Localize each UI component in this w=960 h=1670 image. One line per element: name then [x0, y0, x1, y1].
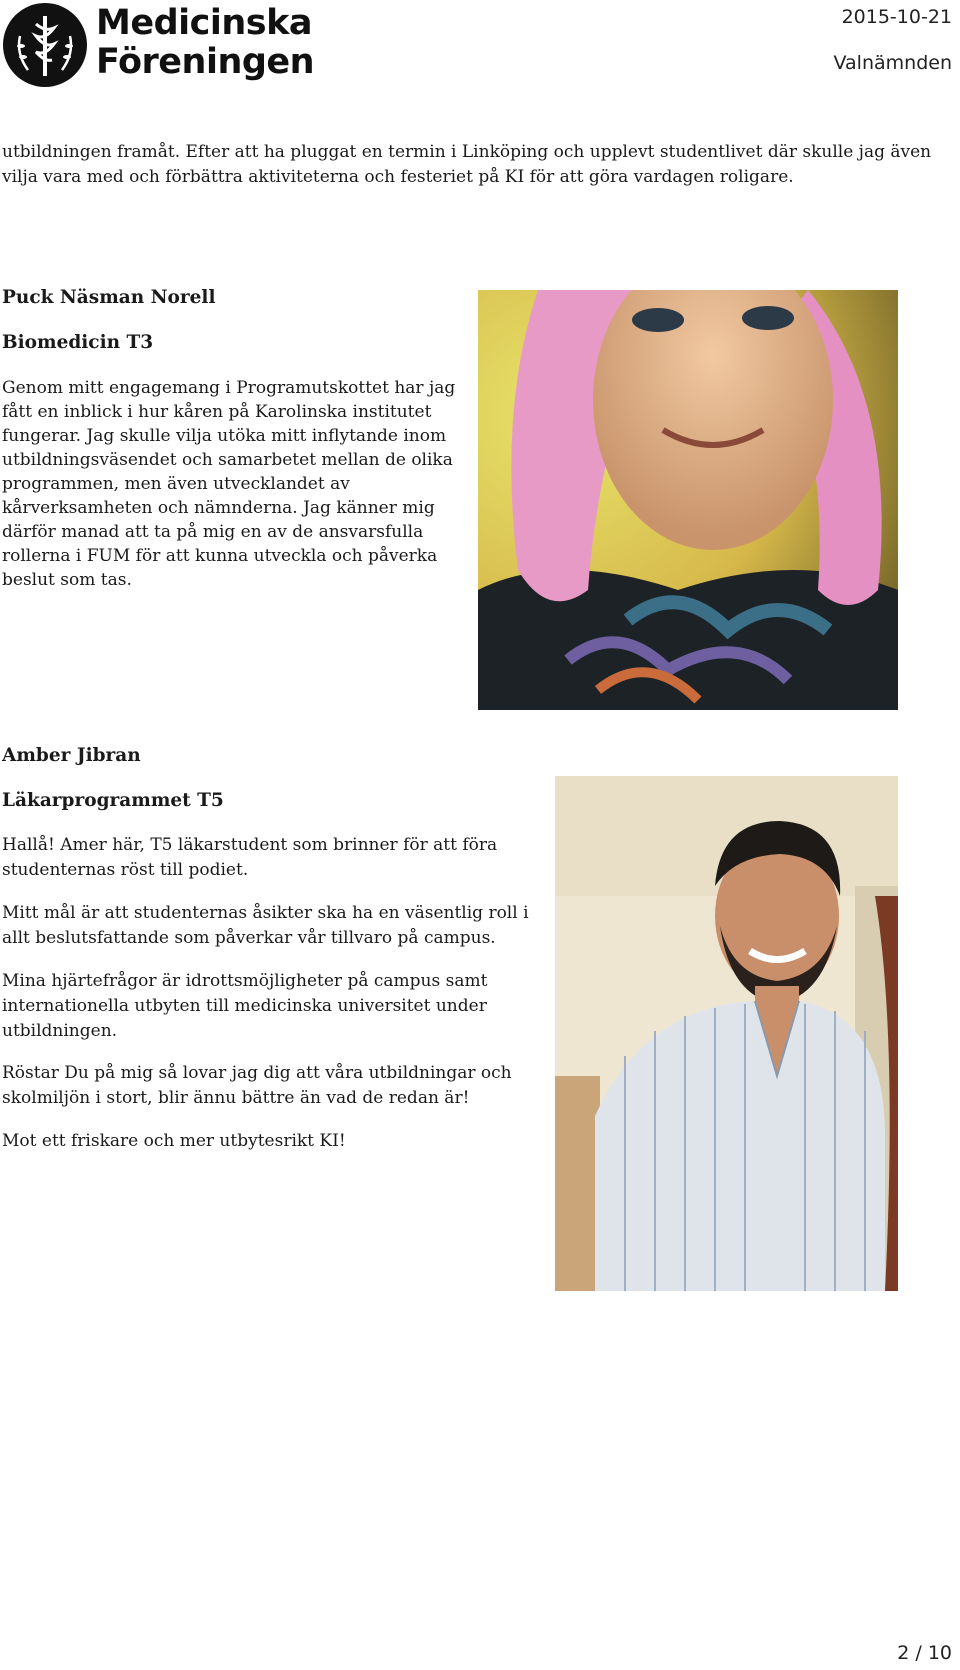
candidate-1-name: Puck Näsman Norell: [2, 287, 216, 308]
candidate-2-paragraph-5: Mot ett friskare och mer utbytesrikt KI!: [2, 1131, 346, 1151]
candidate-2-paragraph-4: Röstar Du på mig så lovar jag dig att våra utbildningar och skolmiljön i stort, blir ännu bättre än vad de redan är!: [2, 1063, 512, 1108]
candidate-1-program: Biomedicin T3: [2, 332, 154, 353]
header-date: 2015-10-21: [841, 6, 952, 28]
candidate-2-name: Amber Jibran: [2, 745, 141, 766]
caduceus-laurel-icon: [2, 2, 88, 88]
candidate-2-paragraph-1: Hallå! Amer här, T5 läkarstudent som brinner för att föra studenternas röst till podiet.: [2, 835, 498, 880]
candidate-2-photo: [555, 776, 898, 1291]
medicinska-foreningen-logo: [2, 2, 315, 88]
candidate-2-program: Läkarprogrammet T5: [2, 790, 224, 811]
candidate-1-photo: [478, 290, 898, 710]
candidate-1-paragraph: Genom mitt engagemang i Programutskottet har jag fått en inblick i hur kåren på Karolinska institutet fungerar. Jag skulle vilja utöka mitt inflytande inom utbildningsväsendet och samarbetet mellan de olika programmen, men även utvecklandet av kårverksamheten och nämnderna. Jag känner mig därför manad att ta på mig en av de ansvarsfulla rollerna i FUM för att kunna utveckla och påverka beslut som tas.: [2, 378, 456, 590]
page-number: 2 / 10: [897, 1642, 952, 1664]
logo-line-1: Medicinska: [96, 3, 313, 43]
logo-line-2: Föreningen: [96, 42, 315, 82]
header-section: Valnämnden: [833, 52, 952, 74]
candidate-2-paragraph-2: Mitt mål är att studenternas åsikter ska ha en väsentlig roll i allt beslutsfattande som påverkar vår tillvaro på campus.: [2, 903, 529, 948]
candidate-2-paragraph-3: Mina hjärtefrågor är idrottsmöjligheter på campus samt internationella utbyten till medicinska universitet under utbildningen.: [2, 971, 488, 1041]
intro-paragraph: utbildningen framåt. Efter att ha pluggat en termin i Linköping och upplevt studentlivet där skulle jag även vilja vara med och förbättra aktiviteterna och festeriet på KI för att göra vardagen roligare.: [2, 142, 932, 187]
logo-wordmark: [96, 4, 314, 82]
